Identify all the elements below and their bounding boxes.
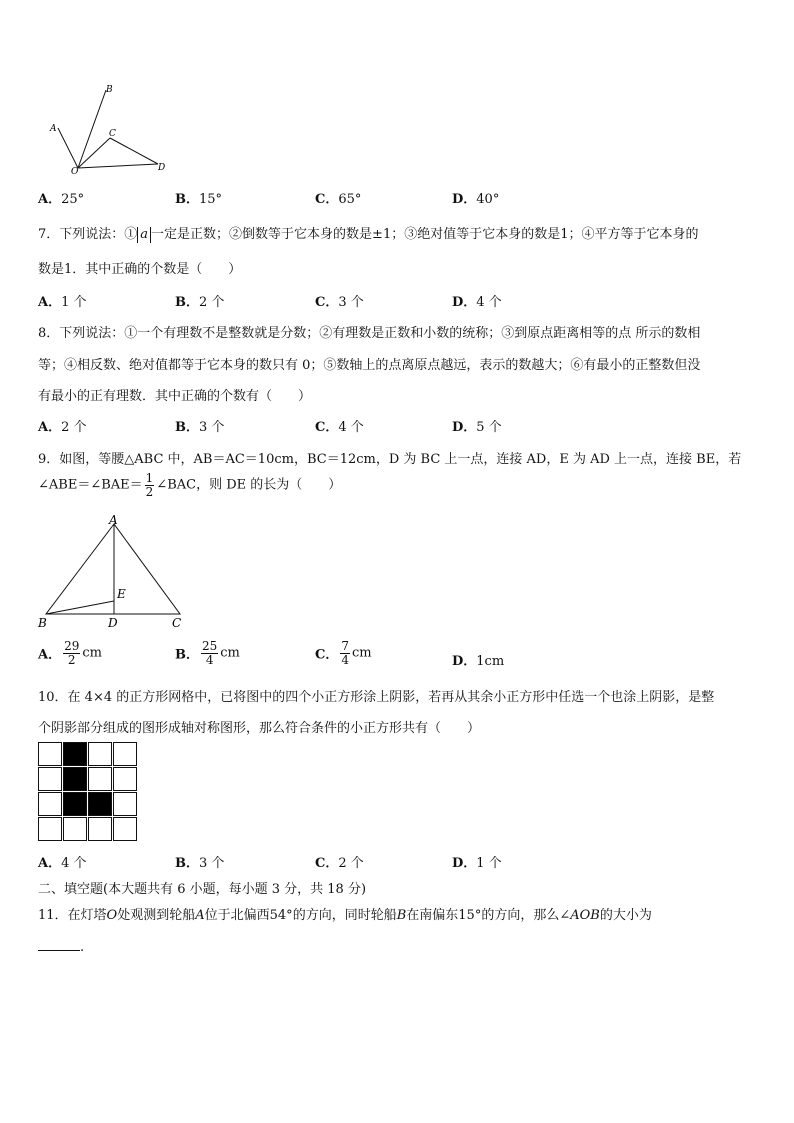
grid-cell[interactable] <box>88 767 112 791</box>
choice-c[interactable]: C． $\frac{7}{4}$ cm <box>315 639 372 667</box>
point-label: O <box>71 167 79 177</box>
choice-c[interactable]: C．3 个 <box>315 295 364 310</box>
q7-choices <box>38 291 758 311</box>
choice-d[interactable]: D．40° <box>452 192 500 207</box>
q9-figure <box>34 514 194 632</box>
point-label: B <box>106 85 113 95</box>
choice-d[interactable]: D．1 个 <box>452 856 502 871</box>
point-label: C <box>172 616 182 630</box>
choice-d[interactable]: D．4 个 <box>452 295 502 310</box>
point-label: A <box>50 124 57 134</box>
q10-line-2: 个阴影部分组成的图形成轴对称图形，那么符合条件的小正方形共有（ ） <box>38 721 481 736</box>
q6-choices <box>38 188 758 208</box>
choice-a[interactable]: A．4 个 <box>38 856 87 871</box>
grid-cell-shaded[interactable] <box>88 792 112 816</box>
q9-choices <box>38 640 758 678</box>
grid-cell[interactable] <box>113 742 137 766</box>
grid-cell[interactable] <box>38 742 62 766</box>
grid-cell[interactable] <box>38 817 62 841</box>
square-grid <box>38 742 138 842</box>
absolute-value: a <box>137 227 151 243</box>
choice-b[interactable]: B．2 个 <box>175 295 225 310</box>
q8-choices <box>38 416 758 436</box>
choice-a[interactable]: A． $\frac{29}{2}$ cm <box>38 639 102 667</box>
choice-b[interactable]: B． $\frac{25}{4}$ cm <box>175 639 240 667</box>
section-heading: 二、填空题(本大题共有 6 小题，每小题 3 分，共 18 分) <box>38 882 367 897</box>
point-label: C <box>109 129 116 139</box>
point-label: B <box>38 616 47 630</box>
grid-cell[interactable] <box>113 792 137 816</box>
choice-c[interactable]: C．65° <box>315 192 362 207</box>
grid-cell-shaded[interactable] <box>63 742 87 766</box>
answer-blank[interactable] <box>38 938 80 951</box>
q11-line-2: . <box>38 938 84 955</box>
q8-line-1: 8．下列说法：①一个有理数不是整数就是分数；②有理数是正数和小数的统称；③到原点距离相等的点 所示的数相 <box>38 326 701 341</box>
q8-line-2: 等；④相反数、绝对值都等于它本身的数只有 0；⑤数轴上的点离原点越远，表示的数越大；⑥有最小的正整数但没 <box>38 358 701 373</box>
choice-b[interactable]: B．15° <box>175 192 223 207</box>
q10-line-1: 10．在 4×4 的正方形网格中，已将图中的四个小正方形涂上阴影，若再从其余小正方形中任选一个也涂上阴影，是整 <box>38 690 715 705</box>
q8-line-3: 有最小的正有理数．其中正确的个数有（ ） <box>38 389 312 404</box>
point-label: D <box>108 616 118 630</box>
q11-line-1: 11．在灯塔O处观测到轮船A位于北偏西54°的方向，同时轮船B在南偏东15°的方向，那么∠AOB的大小为 <box>38 908 652 923</box>
grid-cell[interactable] <box>113 767 137 791</box>
choice-d[interactable]: D．5 个 <box>452 420 502 435</box>
choice-a[interactable]: A．25° <box>38 192 85 207</box>
q7-line-2: 数是1．其中正确的个数是（ ） <box>38 262 242 277</box>
grid-cell[interactable] <box>38 767 62 791</box>
point-label: D <box>158 163 166 173</box>
q6-figure <box>46 84 176 178</box>
grid-cell[interactable] <box>88 817 112 841</box>
grid-cell[interactable] <box>88 742 112 766</box>
choice-c[interactable]: C．4 个 <box>315 420 364 435</box>
choice-b[interactable]: B．3 个 <box>175 420 225 435</box>
grid-cell-shaded[interactable] <box>63 792 87 816</box>
grid-cell[interactable] <box>63 817 87 841</box>
choice-b[interactable]: B．3 个 <box>175 856 225 871</box>
choice-c[interactable]: C．2 个 <box>315 856 364 871</box>
q7-line-1: 7．下列说法：① a 一定是正数；②倒数等于它本身的数是±1；③绝对值等于它本身的数是1；④平方等于它本身的 <box>38 227 699 242</box>
q9-line-2: ∠ABE＝∠BAE＝ $\frac{1}{2}$ ∠BAC，则 DE 的长为（ ） <box>38 471 342 499</box>
grid-cell-shaded[interactable] <box>63 767 87 791</box>
choice-a[interactable]: A．1 个 <box>38 295 87 310</box>
choice-a[interactable]: A．2 个 <box>38 420 87 435</box>
point-label: A <box>109 514 118 527</box>
fraction: $\frac{1}{2}$ <box>145 471 154 499</box>
q10-choices <box>38 852 758 872</box>
point-label: E <box>117 587 126 601</box>
q9-line-1: 9．如图，等腰△ABC 中，AB＝AC＝10cm，BC＝12cm，D 为 BC 上一点，连接 AD，E 为 AD 上一点，连接 BE，若 <box>38 452 742 467</box>
grid-cell[interactable] <box>38 792 62 816</box>
choice-d[interactable]: D．1cm <box>452 654 505 669</box>
grid-cell[interactable] <box>113 817 137 841</box>
